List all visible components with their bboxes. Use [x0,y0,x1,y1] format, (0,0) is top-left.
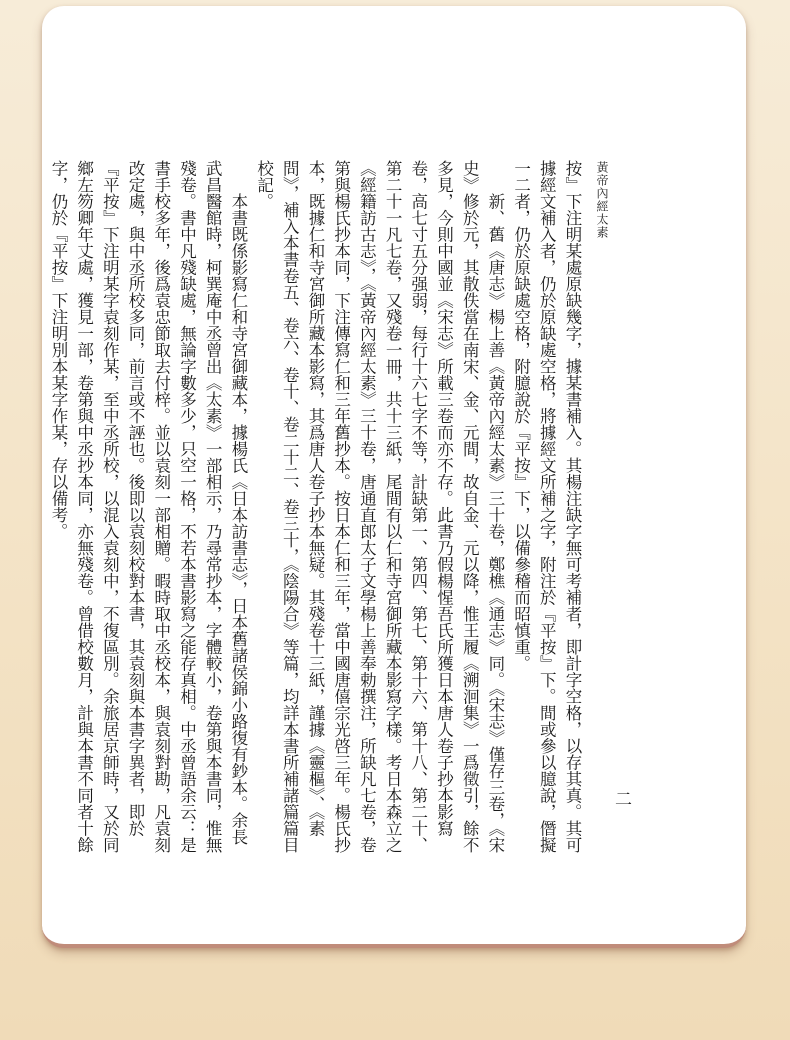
body-text [48,160,585,860]
paragraph-1: 按』下注明某處原缺幾字，據某書補入。其楊注缺字無可考補者，即計字空格，以存其真。其可據經文補入者，仍於原缺處空格，將據經文所補之字，附注於『平按』下。間或參以臆說，僭擬一二者，仍於原缺處空格，附臆說於『平按』下，以備參稽而昭慎重。 [511,160,582,853]
page-number: 二 [611,790,631,807]
paragraph-3: 本書既係影寫仁和寺宮御藏本，據楊氏《日本訪書志》，日本舊諸侯錦小路復有鈔本。余長武昌醫館時，柯巽庵中丞曾出《太素》一部相示，乃尋常抄本，字體較小，卷第與本書同，惟無殘卷。書中凡殘缺處，無論字數多少，只空一格，不若本書影寫之能存真相。中丞曾語余云：是書手校多年，後爲袁忠節取去付梓。並以袁刻一部相贈。暇時取中丞校本，與袁刻對勘，凡袁刻改定處，與中丞所校多同，前言或不誣也。後即以袁刻校對本書，其袁刻與本書字異者，即於『平按』下注明某字袁刻作某，至中丞所校，以混入袁刻中，不復區別。余旅居京師時，又於同鄉左笏卿年丈處，獲見一部，卷第與中丞抄本同，亦無殘卷。曾借校數月，計與本書不同者十餘字，仍於『平按』下注明別本某字作某，存以備考。 [48,160,248,853]
running-header: 黃帝內經太素 [595,161,609,239]
paragraph-2: 新、舊《唐志》楊上善《黃帝內經太素》三十卷，鄭樵《通志》同。《宋志》僅存三卷，《宋史》修於元，其散佚當在南宋、金、元間，故自金、元以降，惟王履《溯洄集》一爲徵引，餘不多見，今則中國並《宋志》所載三卷而亦不存。此書乃假楊惺吾氏所獲日本唐人卷子抄本影寫卷，高七寸五分强弱，每行十六七字不等，計缺第一、第四、第七、第十六、第十八、第二十、第二十一凡七卷，又殘卷一冊，共十三紙，尾間有以仁和寺宮御所藏本影寫字樣。考日本森立之《經籍訪古志》，《黃帝內經太素》三十卷，唐通直郎太子文學楊上善奉勅撰注，所缺凡七卷，卷第與楊氏抄本同，下注傳寫仁和三年舊抄本。按日本仁和三年，當中國唐僖宗光啓三年。楊氏抄本，既據仁和寺宮御所藏本影寫，其爲唐人卷子抄本無疑。其殘卷十三紙，謹據《靈樞》、《素問》，補入本書卷五、卷六、卷十、卷二十二、卷三十，《陰陽合》等篇，均詳本書所補諸篇篇目校記。 [254,160,505,853]
